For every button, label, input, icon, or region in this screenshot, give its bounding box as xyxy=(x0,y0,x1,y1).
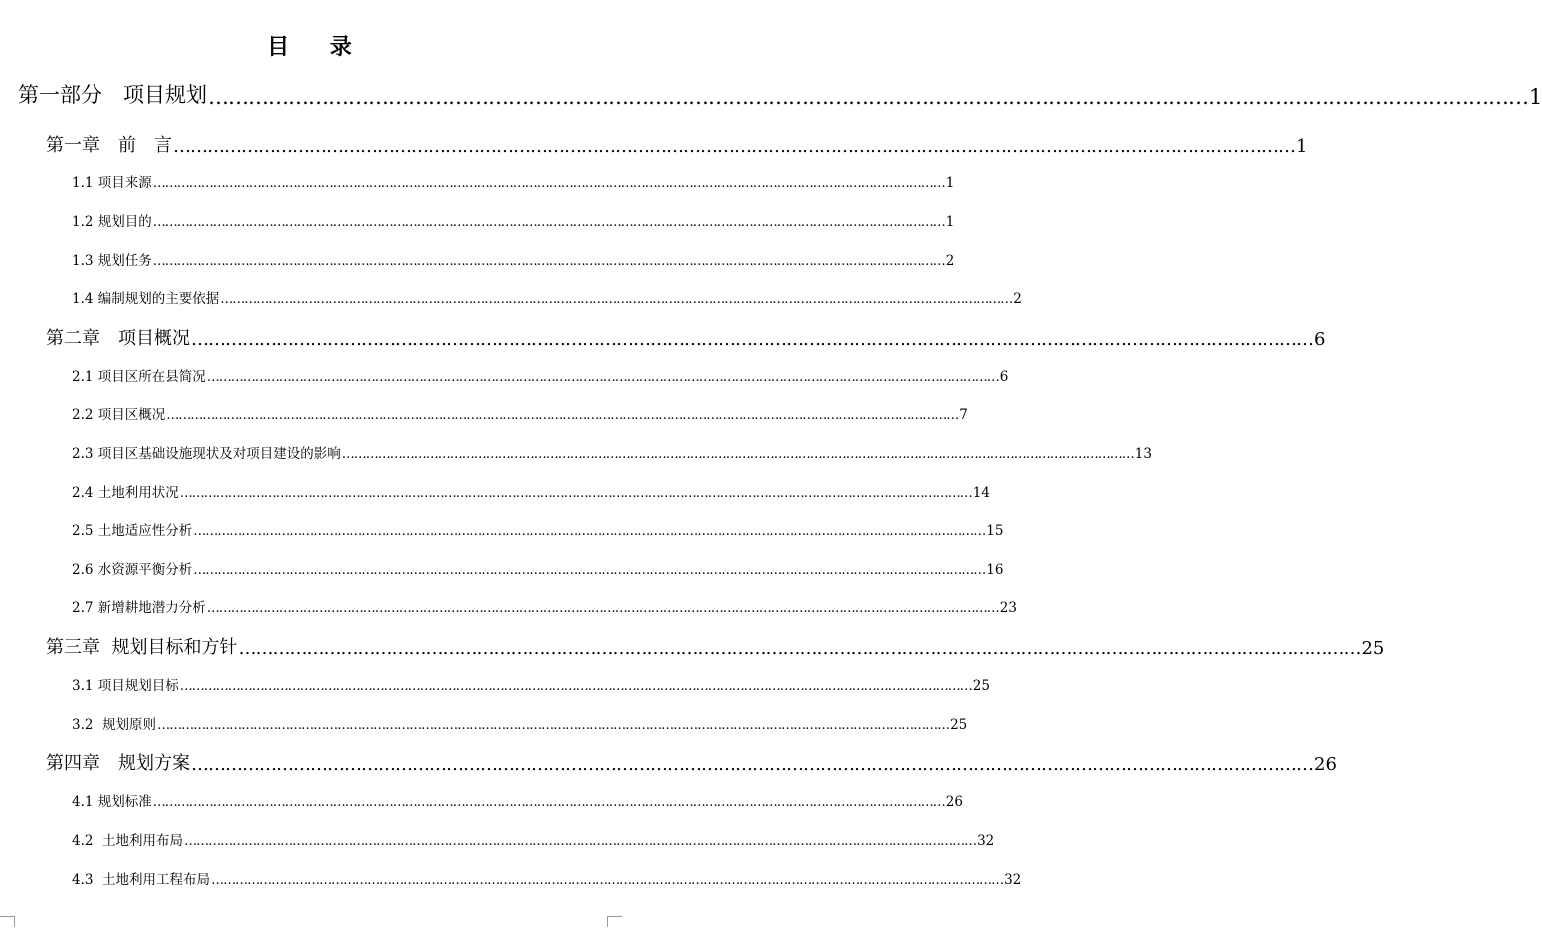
toc-leader: ……………………………………………………………………………………………………………………………………………………………………………… xyxy=(191,329,1313,350)
toc-entry-page: 13 xyxy=(1134,446,1152,462)
toc-entry-page: 1 xyxy=(1529,85,1542,109)
toc-leader: ……………………………………………………………………………………………………………………………………………………………………………… xyxy=(208,85,1528,109)
toc-entry-chapter-3[interactable] xyxy=(46,635,1385,659)
toc-entry-page: 1 xyxy=(1296,136,1308,157)
toc-entry-label: 第一章 前 言 xyxy=(46,135,172,156)
toc-entry-section-2-2[interactable] xyxy=(72,405,968,423)
toc-entry-section-1-4[interactable] xyxy=(72,289,1022,307)
toc-entry-chapter-1[interactable] xyxy=(46,133,1308,157)
toc-leader: ……………………………………………………………………………………………………………………………………………………………………………… xyxy=(179,679,972,694)
toc-entry-page: 1 xyxy=(945,214,955,230)
toc-leader: ……………………………………………………………………………………………………………………………………………………………………………… xyxy=(152,215,945,230)
toc-entry-section-1-2[interactable] xyxy=(72,212,955,230)
toc-entry-section-4-1[interactable] xyxy=(72,792,963,810)
toc-leader: ……………………………………………………………………………………………………………………………………………………………………………… xyxy=(206,601,999,616)
toc-entry-page: 6 xyxy=(999,369,1009,385)
toc-leader: ……………………………………………………………………………………………………………………………………………………………………………… xyxy=(193,524,986,539)
toc-entry-label: 1.1 项目来源 xyxy=(72,175,152,191)
toc-entry-label: 第二章 项目概况 xyxy=(46,328,190,349)
toc-entry-label: 3.2 规划原则 xyxy=(72,717,157,733)
toc-entry-page: 14 xyxy=(972,485,990,501)
toc-leader: ……………………………………………………………………………………………………………………………………………………………………………… xyxy=(152,795,945,810)
toc-leader: ……………………………………………………………………………………………………………………………………………………………………………… xyxy=(193,563,986,578)
toc-leader: ……………………………………………………………………………………………………………………………………………………………………………… xyxy=(173,136,1295,157)
toc-entry-page: 32 xyxy=(977,833,995,849)
toc-leader: ……………………………………………………………………………………………………………………………………………………………………………… xyxy=(220,292,1013,307)
toc-leader: ……………………………………………………………………………………………………………………………………………………………………………… xyxy=(157,718,950,733)
toc-leader: ……………………………………………………………………………………………………………………………………………………………………………… xyxy=(206,370,999,385)
toc-entry-label: 4.2 土地利用布局 xyxy=(72,833,184,849)
toc-leader: ……………………………………………………………………………………………………………………………………………………………………………… xyxy=(152,176,945,191)
toc-title: 目 录 xyxy=(267,34,354,60)
toc-entry-page: 23 xyxy=(999,600,1017,616)
toc-entry-section-2-3[interactable] xyxy=(72,444,1152,462)
toc-entry-label: 3.1 项目规划目标 xyxy=(72,678,179,694)
page-corner-mark-right xyxy=(607,916,622,927)
toc-entry-page: 26 xyxy=(945,794,963,810)
toc-entry-page: 16 xyxy=(986,562,1004,578)
toc-entry-section-2-6[interactable] xyxy=(72,560,1004,578)
toc-leader: ……………………………………………………………………………………………………………………………………………………………………………… xyxy=(184,834,977,849)
toc-entry-label: 2.7 新增耕地潜力分析 xyxy=(72,600,206,616)
toc-leader: ……………………………………………………………………………………………………………………………………………………………………………… xyxy=(341,447,1134,462)
toc-entry-page: 25 xyxy=(950,717,968,733)
toc-entry-label: 1.3 规划任务 xyxy=(72,253,152,269)
toc-entry-section-4-2[interactable] xyxy=(72,831,995,849)
toc-entry-label: 2.4 土地利用状况 xyxy=(72,485,179,501)
toc-entry-label: 2.3 项目区基础设施现状及对项目建设的影响 xyxy=(72,446,341,462)
toc-entry-part-1[interactable] xyxy=(18,83,1542,109)
toc-entry-label: 4.1 规划标准 xyxy=(72,794,152,810)
toc-leader: ……………………………………………………………………………………………………………………………………………………………………………… xyxy=(179,486,972,501)
toc-entry-chapter-2[interactable] xyxy=(46,326,1326,350)
toc-leader: ……………………………………………………………………………………………………………………………………………………………………………… xyxy=(191,754,1313,775)
toc-entry-page: 2 xyxy=(1013,291,1022,307)
toc-entry-page: 25 xyxy=(972,678,990,694)
toc-entry-label: 2.6 水资源平衡分析 xyxy=(72,562,193,578)
toc-entry-page: 7 xyxy=(959,407,968,423)
toc-entry-section-1-1[interactable] xyxy=(72,173,955,191)
toc-entry-label: 2.5 土地适应性分析 xyxy=(72,523,193,539)
toc-entry-section-4-3[interactable] xyxy=(72,870,1022,888)
toc-leader: ……………………………………………………………………………………………………………………………………………………………………………… xyxy=(238,638,1361,659)
toc-entry-page: 25 xyxy=(1361,638,1385,659)
toc-entry-section-2-1[interactable] xyxy=(72,367,1009,385)
toc-entry-section-3-2[interactable] xyxy=(72,715,968,733)
toc-entry-label: 1.2 规划目的 xyxy=(72,214,152,230)
toc-leader: ……………………………………………………………………………………………………………………………………………………………………………… xyxy=(166,408,959,423)
toc-entry-page: 15 xyxy=(986,523,1004,539)
toc-entry-page: 6 xyxy=(1314,329,1326,350)
toc-entry-label: 2.2 项目区概况 xyxy=(72,407,166,423)
toc-entry-label: 4.3 土地利用工程布局 xyxy=(72,872,211,888)
toc-entry-section-2-4[interactable] xyxy=(72,483,990,501)
toc-leader: ……………………………………………………………………………………………………………………………………………………………………………… xyxy=(152,254,945,269)
toc-entry-label: 第四章 规划方案 xyxy=(46,753,190,774)
toc-entry-page: 26 xyxy=(1314,754,1337,775)
toc-entry-section-3-1[interactable] xyxy=(72,676,990,694)
toc-entry-page: 2 xyxy=(945,253,955,269)
toc-entry-section-2-5[interactable] xyxy=(72,521,1004,539)
toc-entry-label: 第三章 规划目标和方针 xyxy=(46,637,238,658)
toc-entry-label: 第一部分 项目规划 xyxy=(18,83,207,107)
toc-entry-label: 1.4 编制规划的主要依据 xyxy=(72,291,220,307)
page-corner-mark-left xyxy=(0,916,15,927)
toc-entry-page: 32 xyxy=(1004,872,1022,888)
toc-entry-page: 1 xyxy=(945,175,955,191)
toc-entry-chapter-4[interactable] xyxy=(46,751,1337,775)
toc-entry-section-1-3[interactable] xyxy=(72,251,955,269)
toc-entry-section-2-7[interactable] xyxy=(72,598,1017,616)
toc-leader: ……………………………………………………………………………………………………………………………………………………………………………… xyxy=(211,873,1004,888)
toc-entry-label: 2.1 项目区所在县简况 xyxy=(72,369,206,385)
